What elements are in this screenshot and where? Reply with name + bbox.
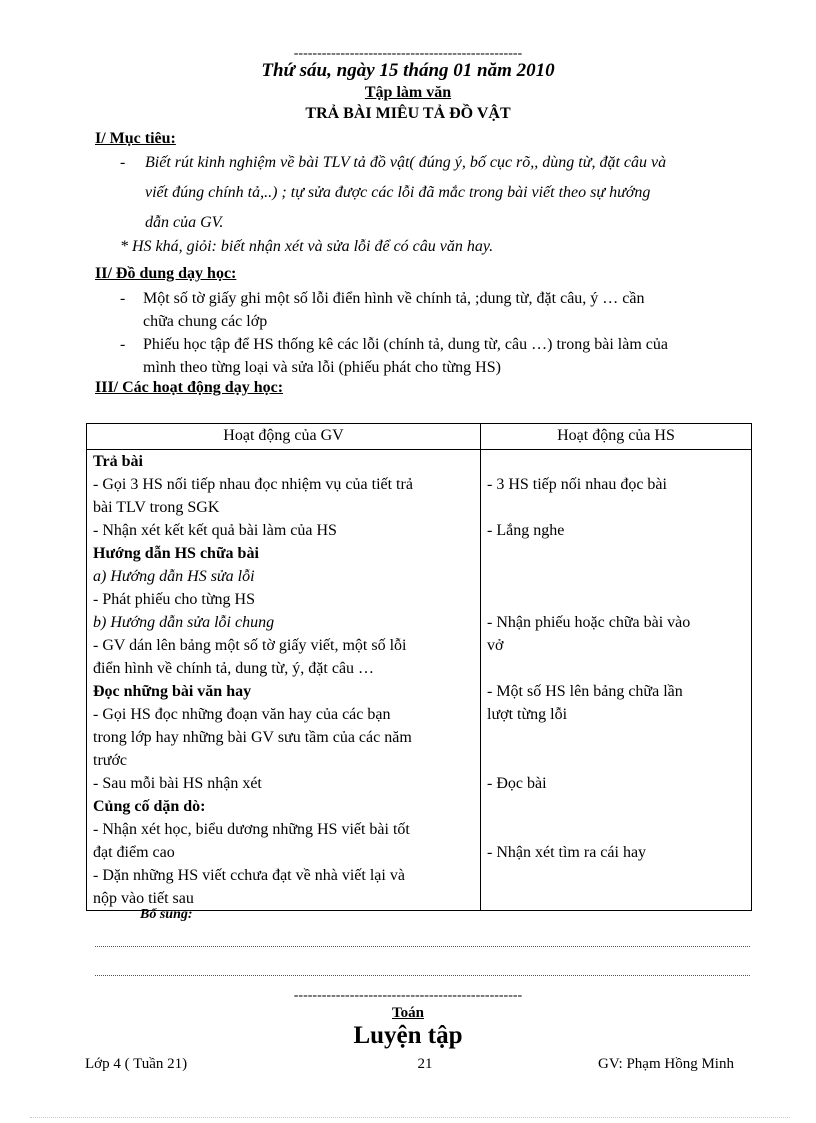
dotted-line <box>95 945 750 947</box>
section-title: Củng cố dặn dò: <box>93 798 206 815</box>
materials-heading: II/ Đồ dung dạy học: <box>95 265 237 282</box>
top-separator: ------------------------------------------------- <box>293 46 523 61</box>
gv-line: trong lớp hay những bài GV sưu tầm của các năm <box>93 729 412 746</box>
gv-line: - Dặn những HS viết cchưa đạt về nhà viết lại và <box>93 867 405 884</box>
lesson-title: TRẢ BÀI MIÊU TẢ ĐỒ VẬT <box>305 105 511 122</box>
text-line: viết đúng chính tả,..) ; tự sửa được các lỗi đã mắc trong bài viết theo sự hướng <box>145 184 651 201</box>
hs-line: - Nhận xét tìm ra cái hay <box>487 844 647 861</box>
dotted-line <box>95 974 750 976</box>
column-header-hs: Hoạt động của HS <box>481 424 752 450</box>
gv-line: trước <box>93 752 128 769</box>
lesson-date: Thứ sáu, ngày 15 tháng 01 năm 2010 <box>261 60 555 81</box>
hs-line: - Nhận phiếu hoặc chữa bài vào <box>487 614 691 631</box>
gv-line: điển hình về chính tả, dung từ, ý, đặt câu … <box>93 660 375 677</box>
footer-teacher: GV: Phạm Hồng Minh <box>598 1056 734 1072</box>
hs-line: - Lắng nghe <box>487 522 565 539</box>
column-header-gv: Hoạt động của GV <box>87 424 481 450</box>
objective-note: * HS khá, giỏi: biết nhận xét và sửa lỗi để có câu văn hay. <box>120 238 494 255</box>
subsection-title: a) Hướng dẫn HS sửa lỗi <box>93 568 255 585</box>
subsection-title: b) Hướng dẫn sửa lỗi chung <box>93 614 275 631</box>
next-subject <box>0 1005 816 1022</box>
gv-line: - GV dán lên bảng một số tờ giấy viết, một số lỗi <box>93 637 407 654</box>
activities-table <box>86 423 752 911</box>
gv-line: - Sau mỗi bài HS nhận xét <box>93 775 262 792</box>
gv-line: - Nhận xét kết kết quả bài làm của HS <box>93 522 337 539</box>
gv-line: đạt điểm cao <box>93 844 175 861</box>
page-number: 21 <box>417 1056 433 1072</box>
bullet-dash: - <box>120 290 126 307</box>
next-lesson-title: Luyện tập <box>353 1022 463 1049</box>
material-item <box>143 333 760 379</box>
hs-activities-cell <box>481 450 752 911</box>
subject-label: Tập làm văn <box>364 84 452 101</box>
gv-activities-cell <box>87 450 481 911</box>
text-line: chữa chung các lớp <box>143 313 268 330</box>
gv-line: - Phát phiếu cho từng HS <box>93 591 255 608</box>
table-row <box>87 450 752 911</box>
bullet-dash: - <box>120 336 126 353</box>
section-title: Hướng dẫn HS chữa bài <box>93 545 259 562</box>
hs-line: vở <box>487 637 504 654</box>
text-line: mình theo từng loại và sửa lỗi (phiếu phát cho từng HS) <box>143 359 501 376</box>
bullet-dash: - <box>120 154 126 171</box>
gv-line: nộp vào tiết sau <box>93 890 194 907</box>
gv-line: - Gọi 3 HS nối tiếp nhau đọc nhiệm vụ của tiết trả <box>93 476 413 493</box>
footer-rule <box>30 1116 790 1118</box>
gv-line: - Nhận xét học, biểu dương những HS viết bài tốt <box>93 821 410 838</box>
footer-class: Lớp 4 ( Tuần 21) <box>85 1056 188 1072</box>
objective-item <box>145 148 760 238</box>
hs-line: lượt từng lỗi <box>487 706 568 723</box>
gv-line: bài TLV trong SGK <box>93 499 220 516</box>
activities-heading: III/ Các hoạt động dạy học: <box>95 379 284 396</box>
next-subject-label: Toán <box>392 1005 424 1021</box>
text-line: dẫn của GV. <box>145 214 224 231</box>
hs-line: - Đọc bài <box>487 775 547 792</box>
section-title: Đọc những bài văn hay <box>93 683 252 700</box>
objectives-heading: I/ Mục tiêu: <box>95 130 176 147</box>
gv-line: - Gọi HS đọc những đoạn văn hay của các bạn <box>93 706 391 723</box>
section-title: Trả bài <box>93 453 143 470</box>
table-header-row <box>87 424 752 450</box>
supplement-label: Bổ sung: <box>140 907 193 922</box>
material-item <box>143 287 760 333</box>
hs-line: - 3 HS tiếp nối nhau đọc bài <box>487 476 667 493</box>
text-line: Một số tờ giấy ghi một số lỗi điển hình về chính tả, ;dung từ, đặt câu, ý … cần <box>143 290 645 307</box>
text-line: Phiếu học tập để HS thống kê các lỗi (chính tả, dung từ, câu …) trong bài làm của <box>143 336 668 353</box>
hs-line: - Một số HS lên bảng chữa lần <box>487 683 683 700</box>
text-line: Biết rút kinh nghiệm về bài TLV tả đồ vật( đúng ý, bố cục rõ,, dùng từ, đặt câu và <box>145 154 667 171</box>
bottom-separator: ------------------------------------------------- <box>293 988 523 1003</box>
